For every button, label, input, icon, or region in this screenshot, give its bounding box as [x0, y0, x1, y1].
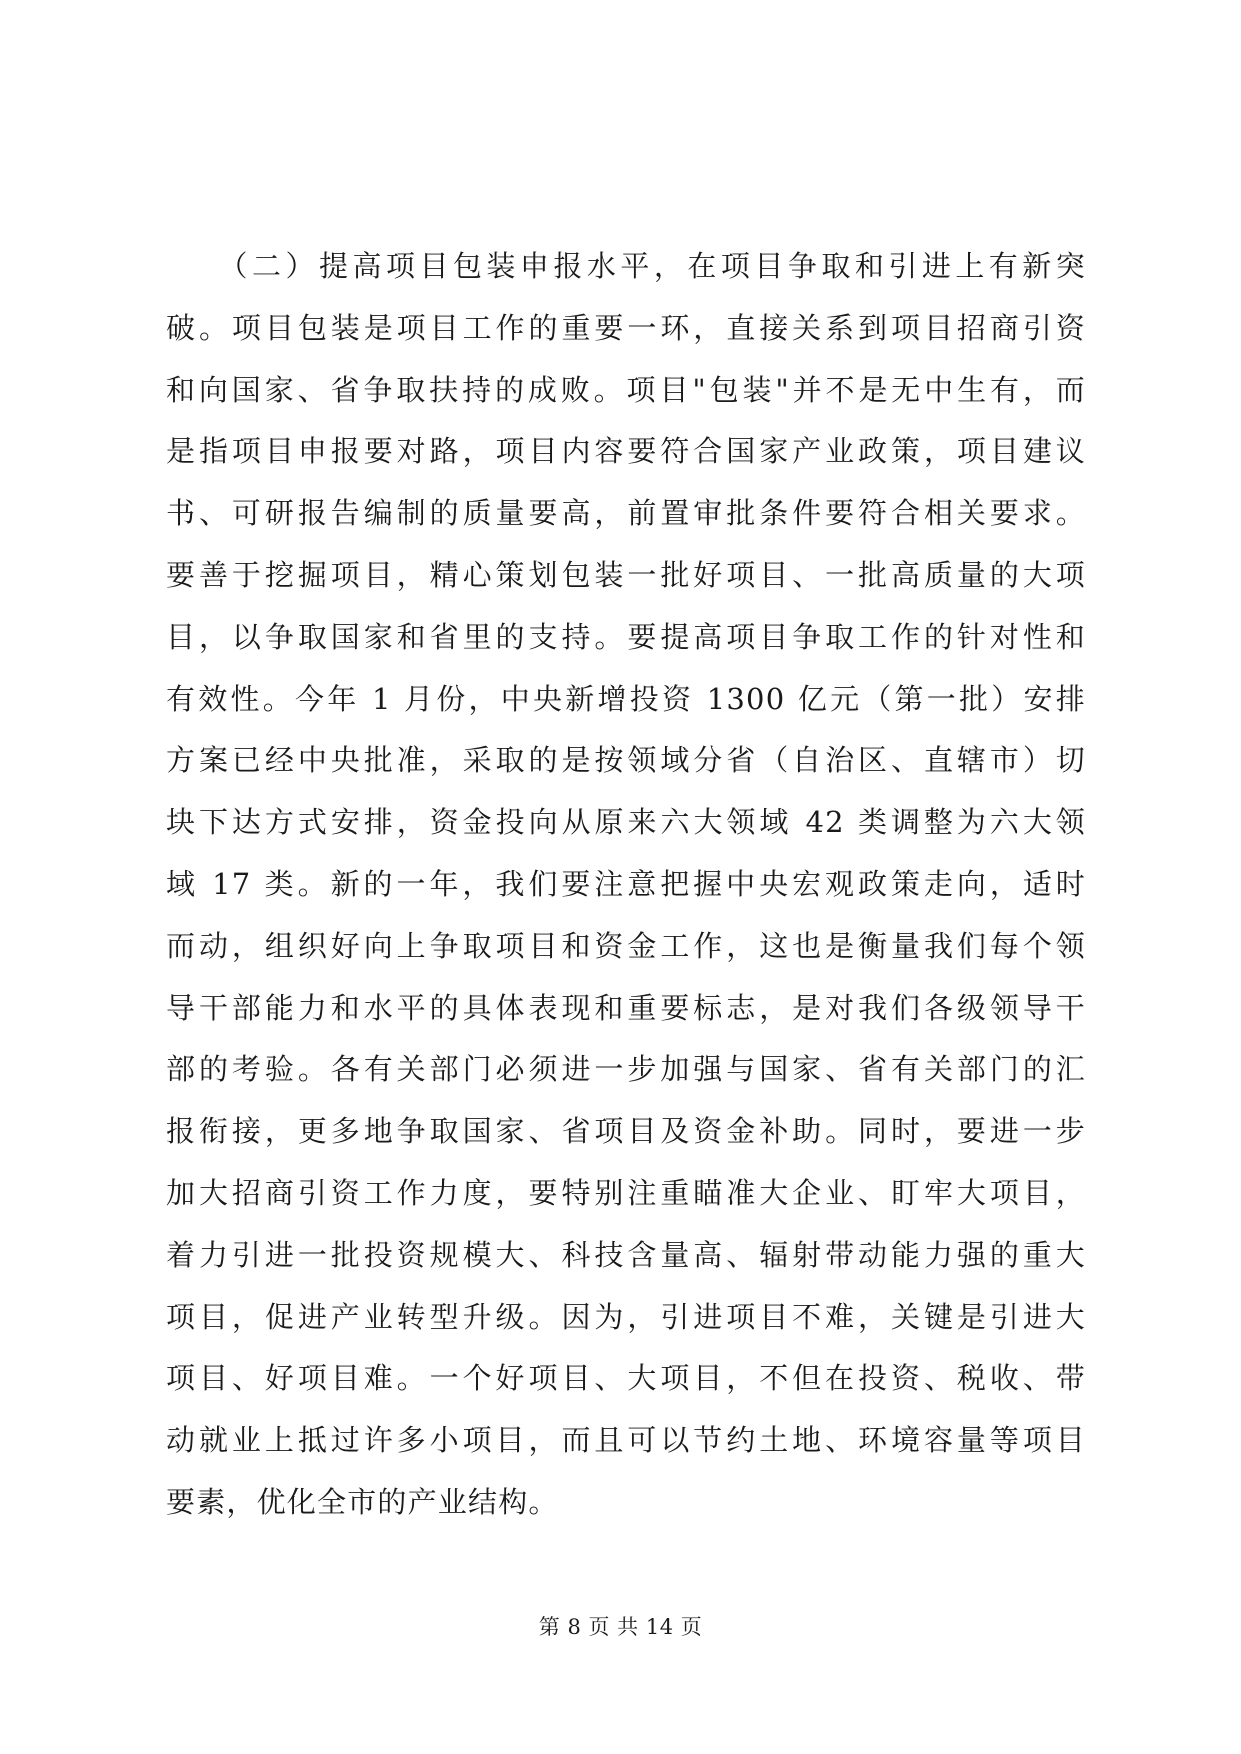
paragraph-line: 动就业上抵过许多小项目，而且可以节约土地、环境容量等项目 — [166, 1423, 1086, 1458]
paragraph-line: 要素，优化全市的产业结构。 — [166, 1484, 559, 1519]
paragraph-line: 破。项目包装是项目工作的重要一环，直接关系到项目招商引资 — [166, 310, 1086, 345]
paragraph-line: （二）提高项目包装申报水平，在项目争取和引进上有新突 — [166, 249, 1086, 283]
paragraph-line: 书、可研报告编制的质量要高，前置审批条件要符合相关要求。 — [166, 496, 1086, 531]
paragraph-line: 着力引进一批投资规模大、科技含量高、辐射带动能力强的重大 — [166, 1237, 1086, 1272]
paragraph-line: 要善于挖掘项目，精心策划包装一批好项目、一批高质量的大项 — [166, 557, 1086, 592]
paragraph-line: 部的考验。各有关部门必须进一步加强与国家、省有关部门的汇 — [166, 1052, 1086, 1087]
page-number-footer: 第 8 页 共 14 页 — [538, 1615, 703, 1639]
paragraph-line: 加大招商引资工作力度，要特别注重瞄准大企业、盯牢大项目， — [166, 1175, 1086, 1210]
paragraph-line: 项目，促进产业转型升级。因为，引进项目不难，关键是引进大 — [166, 1299, 1086, 1334]
paragraph-line: 是指项目申报要对路，项目内容要符合国家产业政策，项目建议 — [166, 434, 1086, 469]
paragraph-line: 目，以争取国家和省里的支持。要提高项目争取工作的针对性和 — [166, 619, 1086, 654]
paragraph-line: 报衔接，更多地争取国家、省项目及资金补助。同时，要进一步 — [166, 1114, 1086, 1149]
paragraph-line: 项目、好项目难。一个好项目、大项目，不但在投资、税收、带 — [166, 1361, 1086, 1396]
paragraph-line: 块下达方式安排，资金投向从原来六大领域 42 类调整为六大领 — [166, 805, 1086, 840]
paragraph-line: 方案已经中央批准，采取的是按领域分省（自治区、直辖市）切 — [166, 743, 1086, 778]
paragraph-line: 域 17 类。新的一年，我们要注意把握中央宏观政策走向，适时 — [166, 866, 1086, 901]
paragraph-line: 和向国家、省争取扶持的成败。项目"包装"并不是无中生有，而 — [166, 372, 1086, 407]
body-paragraph — [166, 236, 1086, 1534]
paragraph-line: 而动，组织好向上争取项目和资金工作，这也是衡量我们每个领 — [166, 928, 1086, 963]
paragraph-line: 导干部能力和水平的具体表现和重要标志，是对我们各级领导干 — [166, 990, 1086, 1025]
paragraph-line: 有效性。今年 1 月份，中央新增投资 1300 亿元（第一批）安排 — [166, 681, 1086, 716]
